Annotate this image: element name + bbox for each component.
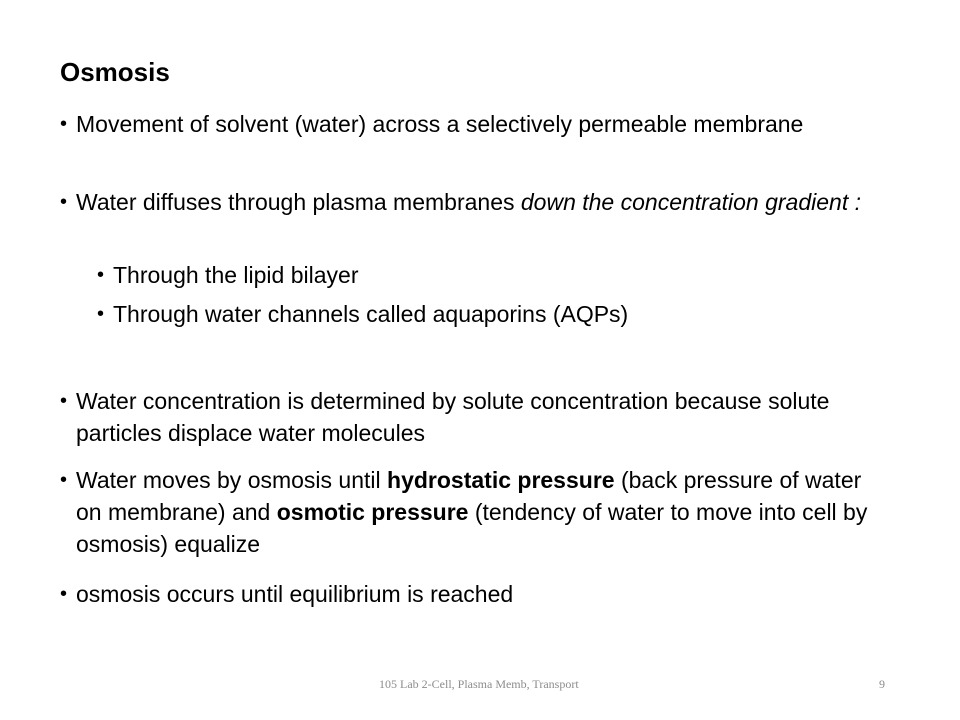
bullet-text-part3: (tendency of water to move into cell by osmosis) equalize xyxy=(76,499,868,557)
bullet-text-part1: Water moves by osmosis until xyxy=(76,467,388,493)
bullet-text xyxy=(60,464,880,560)
bullet-solvent-movement xyxy=(60,108,880,140)
sub-bullet-aquaporins xyxy=(97,298,877,330)
bullet-icon: • xyxy=(60,113,68,135)
bullet-icon: • xyxy=(97,303,105,325)
slide-title: Osmosis xyxy=(60,57,170,87)
hydrostatic-pressure-term: hydrostatic pressure xyxy=(387,467,615,493)
bullet-icon: • xyxy=(60,469,68,491)
bullet-text-part2: (back pressure of water on membrane) and xyxy=(76,467,862,525)
bullet-icon: • xyxy=(60,390,68,412)
sub-bullet-lipid-bilayer xyxy=(97,259,877,291)
bullet-icon: • xyxy=(60,583,68,605)
osmotic-pressure-term: osmotic pressure xyxy=(276,499,469,525)
bullet-icon: • xyxy=(60,191,68,213)
bullet-equilibrium xyxy=(60,578,880,610)
bullet-text: Through water channels called aquaporins (AQPs) xyxy=(113,301,629,327)
bullet-water-diffuses xyxy=(60,186,880,218)
bullet-text: Water concentration is determined by solute concentration because solute particles displace water molecules xyxy=(76,388,830,446)
footer-text: 105 Lab 2-Cell, Plasma Memb, Transport xyxy=(379,677,579,691)
bullet-text-emphasis: down the concentration gradient : xyxy=(520,189,861,215)
bullet-text-prefix: Water diffuses through plasma membranes xyxy=(76,189,521,215)
bullet-text: Movement of solvent (water) across a selectively permeable membrane xyxy=(76,111,804,137)
bullet-text: osmosis occurs until equilibrium is reached xyxy=(76,581,514,607)
bullet-text xyxy=(60,186,880,218)
bullet-text: Through the lipid bilayer xyxy=(113,262,359,288)
bullet-water-concentration xyxy=(60,385,880,449)
page-number: 9 xyxy=(879,677,885,691)
bullet-icon: • xyxy=(97,264,105,286)
bullet-pressure-equalize xyxy=(60,464,880,560)
